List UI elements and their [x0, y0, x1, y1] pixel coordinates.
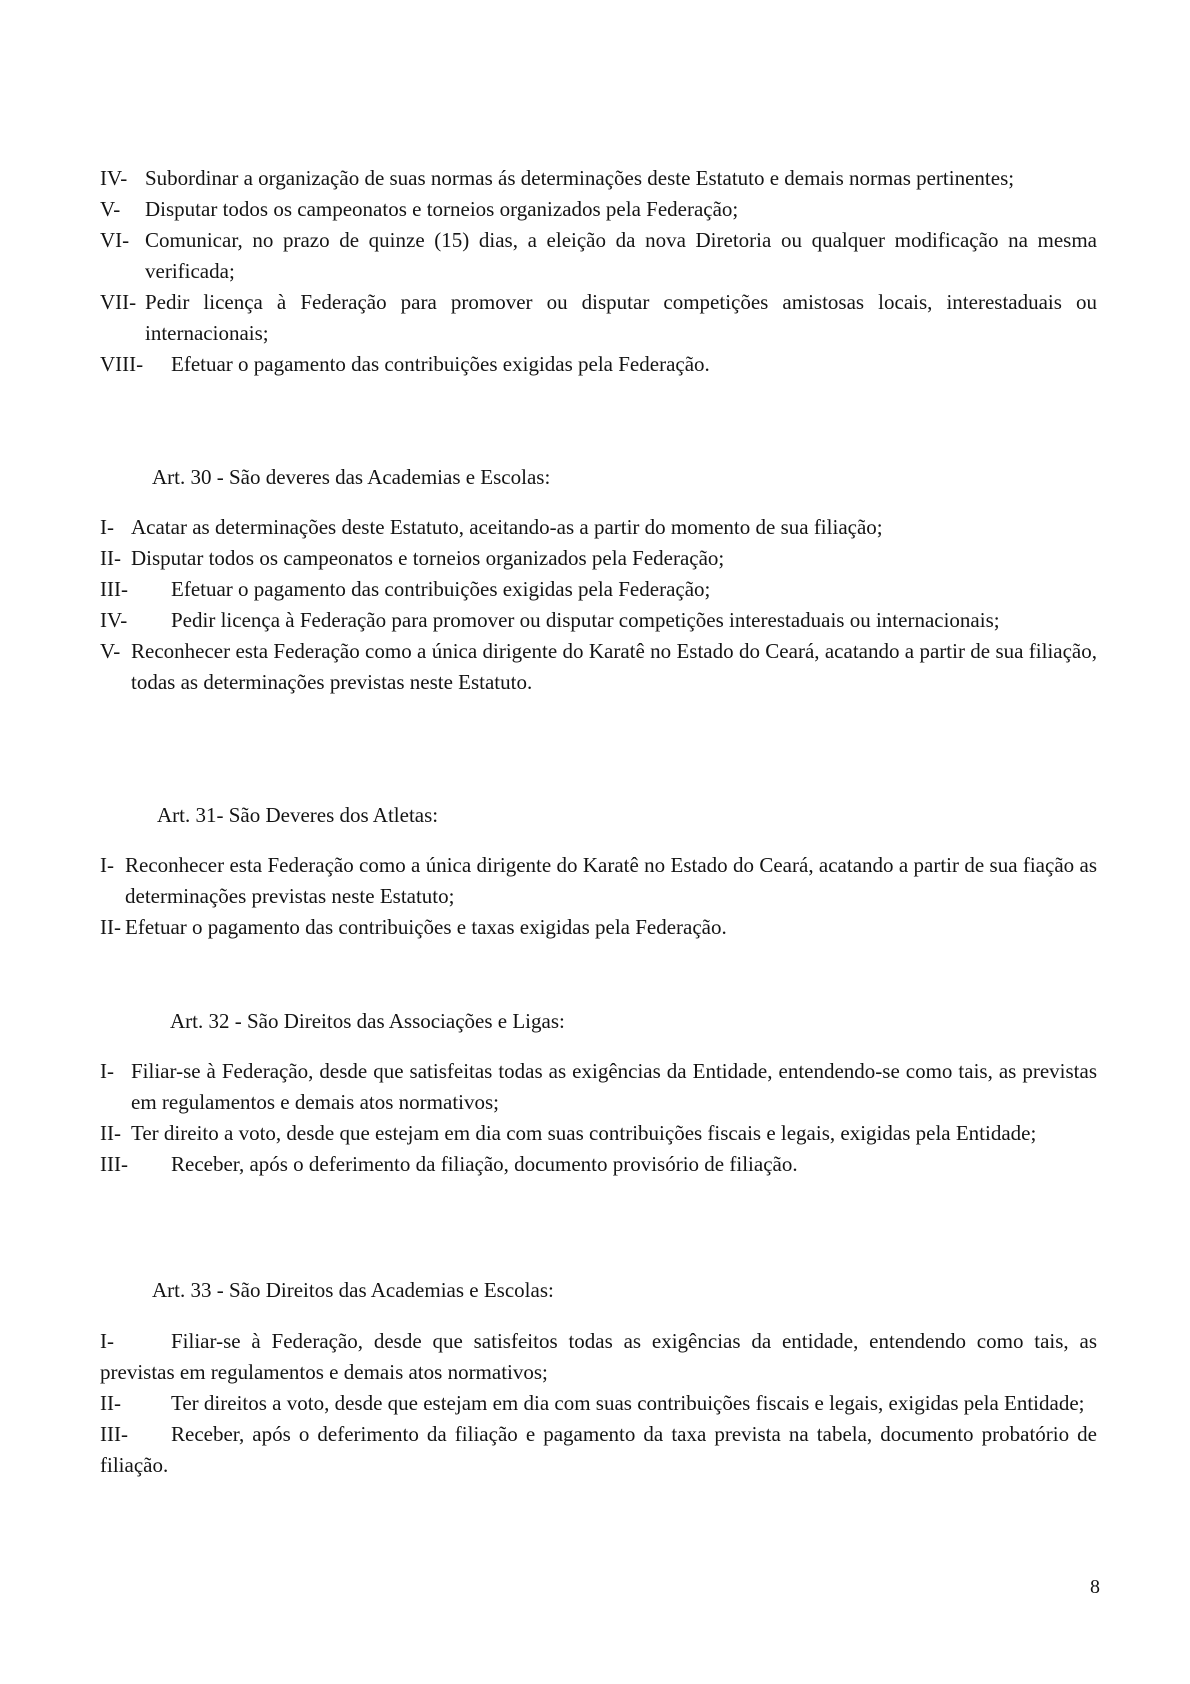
- item-text: Pedir licença à Federação para promover ou disputar competições amistosas locais, interestaduais ou internacionais;: [145, 290, 1097, 345]
- item-text: Comunicar, no prazo de quinze (15) dias, a eleição da nova Diretoria ou qualquer modificação na mesma verificada;: [145, 228, 1097, 283]
- item-number: IV-: [100, 166, 128, 190]
- art30-list: [100, 512, 1097, 698]
- item-number: I-: [100, 1059, 114, 1083]
- article-heading: Art. 33 - São Direitos das Academias e Escolas:: [152, 1278, 554, 1302]
- art32-list: [100, 1056, 1097, 1180]
- list-item: [100, 163, 1097, 194]
- list-item: [100, 1388, 1097, 1419]
- item-text: Receber, após o deferimento da filiação e pagamento da taxa prevista na tabela, documento probatório de filiação.: [100, 1422, 1097, 1477]
- art33-list: [100, 1326, 1097, 1481]
- list-item: [100, 543, 1097, 574]
- item-text: Filiar-se à Federação, desde que satisfeitos todas as exigências da entidade, entendendo como tais, as previstas em regulamentos e demais atos normativos;: [100, 1329, 1097, 1384]
- item-number: VII-: [100, 290, 137, 314]
- item-number: I-: [100, 853, 114, 877]
- item-text: Pedir licença à Federação para promover ou disputar competições interestaduais ou internacionais;: [171, 608, 1000, 632]
- intro-list: [100, 163, 1097, 380]
- item-number: II-: [100, 915, 121, 939]
- page-number: 8: [1090, 1576, 1100, 1598]
- list-item: [100, 287, 1097, 349]
- list-item: [100, 1419, 1097, 1481]
- list-item: [100, 574, 1097, 605]
- item-text: Efetuar o pagamento das contribuições e taxas exigidas pela Federação.: [125, 915, 727, 939]
- item-number: I-: [100, 1329, 114, 1353]
- item-text: Efetuar o pagamento das contribuições exigidas pela Federação.: [171, 352, 710, 376]
- list-item: [100, 1326, 1097, 1388]
- item-text: Efetuar o pagamento das contribuições exigidas pela Federação;: [171, 577, 711, 601]
- item-text: Ter direito a voto, desde que estejam em dia com suas contribuições fiscais e legais, exigidas pela Entidade;: [131, 1121, 1037, 1145]
- item-number: IV-: [100, 608, 128, 632]
- item-number: II-: [100, 1391, 121, 1415]
- item-text: Reconhecer esta Federação como a única dirigente do Karatê no Estado do Ceará, acatando a partir de sua filiação, todas as determinações previstas neste Estatuto.: [131, 639, 1097, 694]
- article-heading: Art. 32 - São Direitos das Associações e Ligas:: [170, 1009, 565, 1033]
- item-number: II-: [100, 1121, 121, 1145]
- item-number: V-: [100, 639, 121, 663]
- item-number: I-: [100, 515, 114, 539]
- item-text: Filiar-se à Federação, desde que satisfeitas todas as exigências da Entidade, entendendo-se como tais, as previstas em regulamentos e demais atos normativos;: [131, 1059, 1097, 1114]
- item-text: Reconhecer esta Federação como a única dirigente do Karatê no Estado do Ceará, acatando a partir de sua fiação as determinações previstas neste Estatuto;: [125, 853, 1097, 908]
- item-text: Disputar todos os campeonatos e torneios organizados pela Federação;: [145, 197, 739, 221]
- item-text: Receber, após o deferimento da filiação, documento provisório de filiação.: [171, 1152, 798, 1176]
- list-item: [100, 1149, 1097, 1180]
- list-item: [100, 1118, 1097, 1149]
- item-number: III-: [100, 1422, 128, 1446]
- list-item: [100, 605, 1097, 636]
- item-text: Acatar as determinações deste Estatuto, aceitando-as a partir do momento de sua filiação;: [131, 515, 883, 539]
- list-item: [100, 850, 1097, 912]
- item-text: Ter direitos a voto, desde que estejam em dia com suas contribuições fiscais e legais, exigidas pela Entidade;: [171, 1391, 1085, 1415]
- list-item: [100, 194, 1097, 225]
- list-item: [100, 225, 1097, 287]
- list-item: [100, 512, 1097, 543]
- item-number: III-: [100, 577, 128, 601]
- item-number: V-: [100, 197, 121, 221]
- article-heading: Art. 31- São Deveres dos Atletas:: [157, 803, 439, 827]
- item-number: II-: [100, 546, 121, 570]
- list-item: [100, 349, 1097, 380]
- art31-list: [100, 850, 1097, 943]
- item-number: III-: [100, 1152, 128, 1176]
- item-number: VI-: [100, 228, 130, 252]
- article-heading: Art. 30 - São deveres das Academias e Escolas:: [152, 465, 551, 489]
- list-item: [100, 1056, 1097, 1118]
- list-item: [100, 912, 1097, 943]
- item-number: VIII-: [100, 352, 144, 376]
- list-item: [100, 636, 1097, 698]
- item-text: Disputar todos os campeonatos e torneios organizados pela Federação;: [131, 546, 725, 570]
- item-text: Subordinar a organização de suas normas ás determinações deste Estatuto e demais normas pertinentes;: [145, 166, 1015, 190]
